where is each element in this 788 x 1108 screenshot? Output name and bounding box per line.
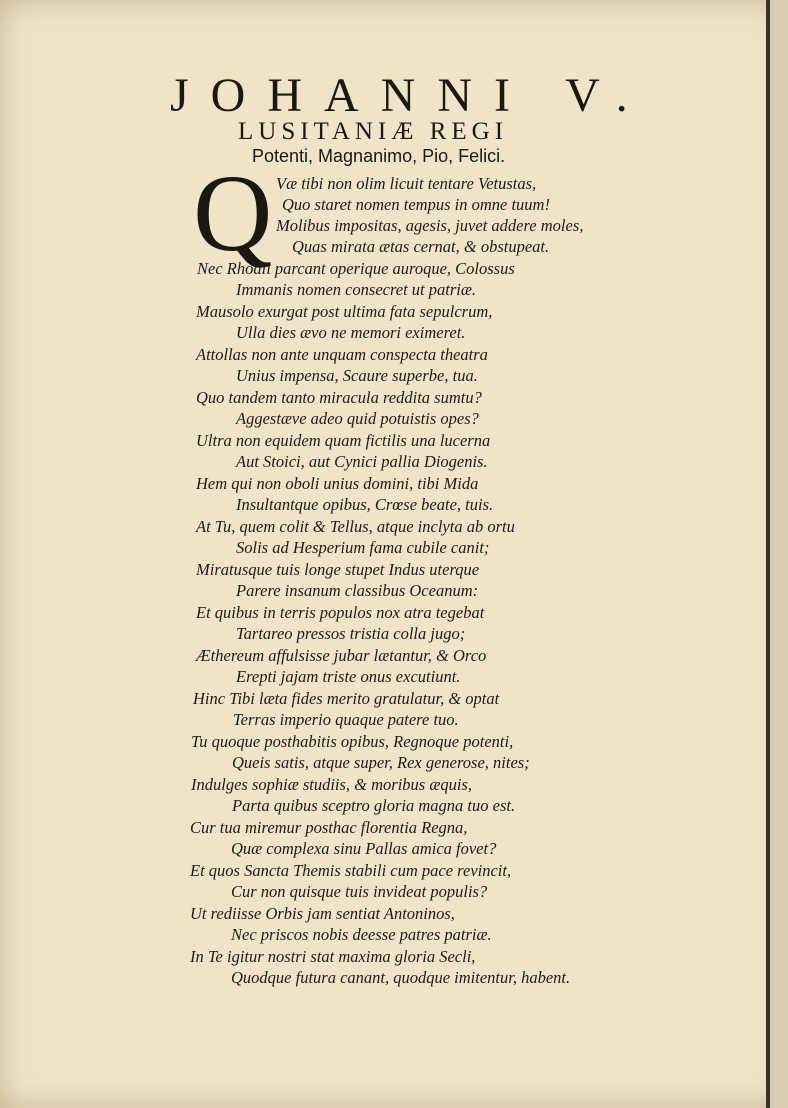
verse-line: Unius impensa, Scaure superbe, tua. bbox=[236, 366, 478, 385]
verse-line: Tartareo pressos tristia colla jugo; bbox=[236, 624, 466, 643]
verse-line: Hem qui non oboli unius domini, tibi Mida bbox=[196, 474, 479, 493]
gutter-shadow bbox=[766, 0, 770, 1108]
verse-line: Æthereum affulsisse jubar lætantur, & Orco bbox=[196, 646, 487, 665]
verse-line: Et quos Sancta Themis stabili cum pace revincit, bbox=[190, 861, 512, 880]
page-subtitle: LUSITANIÆ REGI bbox=[238, 118, 509, 145]
verse-line: Insultantque opibus, Crœse beate, tuis. bbox=[236, 495, 494, 514]
verse-line: Indulges sophiæ studiis, & moribus æquis, bbox=[191, 775, 472, 794]
verse-line: Erepti jajam triste onus excutiunt. bbox=[236, 667, 461, 686]
verse-line: Parere insanum classibus Oceanum: bbox=[236, 581, 479, 600]
drop-cap: Q bbox=[193, 152, 273, 274]
verse-line: Miratusque tuis longe stupet Indus uterque bbox=[196, 560, 480, 579]
verse-line: Cur non quisque tuis invideat populis? bbox=[231, 882, 488, 901]
verse-line: Parta quibus sceptro gloria magna tuo est. bbox=[232, 796, 516, 815]
verse-line: Molibus impositas, agesis, juvet addere moles, bbox=[276, 216, 584, 235]
verse-line: Væ tibi non olim licuit tentare Vetustas, bbox=[276, 174, 537, 193]
verse-line: Ulla dies ævo ne memori eximeret. bbox=[236, 323, 466, 342]
verse-line: Hinc Tibi læta fides merito gratulatur, & optat bbox=[193, 689, 500, 708]
verse-line: Ultra non equidem quam fictilis una lucerna bbox=[196, 431, 491, 450]
verse-line: Cur tua miremur posthac florentia Regna, bbox=[190, 818, 468, 837]
verse-line: Tu quoque posthabitis opibus, Regnoque potenti, bbox=[191, 732, 514, 751]
verse-line: Quo staret nomen tempus in omne tuum! bbox=[282, 195, 550, 214]
page-title: JOHANNI V. bbox=[170, 69, 650, 122]
verse-line: Solis ad Hesperium fama cubile canit; bbox=[236, 538, 490, 557]
verse-line: Nec Rhodii parcant operique auroque, Colossus bbox=[197, 259, 515, 278]
verse-line: Aggestæve adeo quid potuistis opes? bbox=[236, 409, 479, 428]
verse-line: Quæ complexa sinu Pallas amica fovet? bbox=[231, 839, 497, 858]
verse-line: Quo tandem tanto miracula reddita sumtu? bbox=[196, 388, 482, 407]
verse-line: Mausolo exurgat post ultima fata sepulcrum, bbox=[196, 302, 493, 321]
verse-line: Attollas non ante unquam conspecta theatra bbox=[196, 345, 488, 364]
verse-line: Immanis nomen consecret ut patriæ. bbox=[236, 280, 476, 299]
verse-line: Quodque futura canant, quodque imitentur, habent. bbox=[231, 968, 571, 987]
verse-line: Aut Stoici, aut Cynici pallia Diogenis. bbox=[236, 452, 488, 471]
verse-line: Et quibus in terris populos nox atra tegebat bbox=[196, 603, 485, 622]
verse-line: In Te igitur nostri stat maxima gloria Secli, bbox=[190, 947, 476, 966]
verse-line: Queis satis, atque super, Rex generose, nites; bbox=[232, 753, 530, 772]
verse-line: Terras imperio quaque patere tuo. bbox=[233, 710, 459, 729]
page-edge bbox=[770, 0, 788, 1108]
royal-epithets: Potenti, Magnanimo, Pio, Felici. bbox=[252, 146, 506, 166]
verse-line: Ut rediisse Orbis jam sentiat Antoninos, bbox=[190, 904, 455, 923]
verse-line: Quas mirata ætas cernat, & obstupeat. bbox=[292, 237, 550, 256]
verse-line: At Tu, quem colit & Tellus, atque inclyta ab ortu bbox=[196, 517, 515, 536]
verse-line: Nec priscos nobis deesse patres patriæ. bbox=[231, 925, 492, 944]
